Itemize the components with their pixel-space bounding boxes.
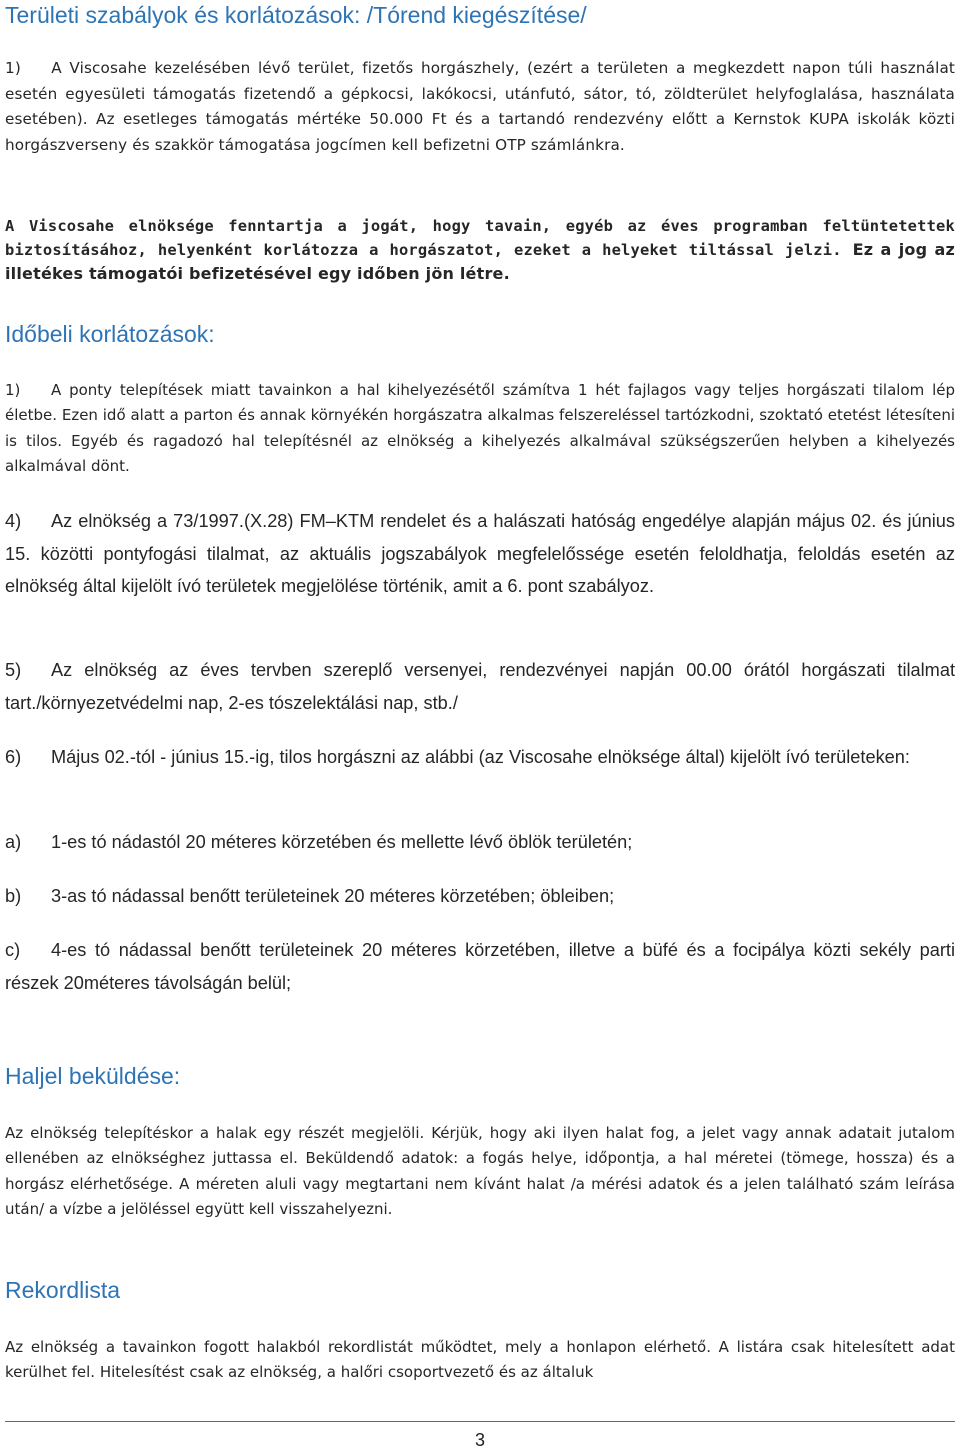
paragraph-time-1 — [5, 378, 955, 479]
list-item-c — [5, 934, 955, 999]
heading-fish-report: Haljel beküldése: — [5, 1063, 181, 1089]
paragraph-fish-report: Az elnökség telepítéskor a halak egy részét megjelöli. Kérjük, hogy aki ilyen halat fog, a jelet vagy annak adatait jutalom ellenében az elnökséghez juttassa el. Beküldendő adatok: a fogás helye, időpontja, a hal méretei (tömege, hossza) és a horgász elérhetősége. A méreten aluli vagy megtartani nem kívánt halat /a mérési adatok és a jelen található szám leírása után/ a vízbe a jelöléssel együtt kell visszahelyezni. — [5, 1124, 955, 1218]
heading-time-limits: Időbeli korlátozások: — [5, 321, 215, 347]
paragraph-text: A ponty telepítések miatt tavainkon a hal kihelyezésétől számítva 1 hét fajlagos vagy teljes horgászati tilalom lép életbe. Ezen idő alatt a parton és annak környékén horgászatra alkalmas felszereléssel tartózkodni, szoktató etetést létesíteni is tilos. Egyéb és ragadozó hal telepítésnél az elnökség a kihelyezés alkalmával szükségszerűen helyben a kihelyezés alkalmával dönt. — [5, 381, 955, 475]
paragraph-number: 4) — [5, 511, 22, 531]
paragraph-time-4 — [5, 505, 955, 603]
paragraph-time-6 — [5, 741, 955, 774]
heading-record-list: Rekordlista — [5, 1277, 121, 1303]
list-item-b — [5, 880, 955, 913]
footer-divider — [5, 1421, 955, 1422]
list-item-text: 3-as tó nádassal benőtt területeinek 20 méteres körzetében; öbleiben; — [51, 886, 615, 906]
paragraph-text: Az elnökség a 73/1997.(X.28) FM–KTM rendelet és a halászati hatóság engedélye alapján május 02. és június 15. közötti pontyfogási tilalmat, az aktuális jogszabályok megfelelőssége esetén feloldhatja, feloldás esetén az elnökség által kijelölt ívó területek megjelölése történik, amit a 6. pont szabályoz. — [5, 511, 955, 596]
paragraph-text: A Viscosahe elnöksége fenntartja a jogát, hogy tavain, egyéb az éves programban feltüntetettek biztosításához, helyenként korlátozza a horgászatot, ezeket a helyeket tiltással jelzi. — [5, 217, 955, 259]
paragraph-text: Május 02.-tól - június 15.-ig, tilos horgászni az alábbi (az Viscosahe elnöksége által) kijelölt ívó területeken: — [51, 747, 910, 767]
paragraph-number: 5) — [5, 660, 22, 680]
paragraph-number: 1) — [5, 59, 21, 77]
paragraph-emphasis: Ez a jog az illetékes támogatói befizetésével egy időben jön létre. — [5, 240, 955, 283]
list-item-text: 4-es tó nádassal benőtt területeinek 20 méteres körzetében, illetve a büfé és a focipálya közti sekély parti részek 20méteres távolságán belül; — [5, 940, 955, 993]
paragraph-territorial-1 — [5, 56, 955, 159]
heading-territorial-rules: Területi szabályok és korlátozások: /Tórend kiegészítése/ — [5, 2, 587, 28]
list-item-letter: c) — [5, 940, 21, 960]
list-item-letter: b) — [5, 886, 22, 906]
paragraph-number: 6) — [5, 747, 22, 767]
list-item-a — [5, 826, 955, 859]
list-item-letter: a) — [5, 832, 22, 852]
paragraph-time-5 — [5, 654, 955, 719]
paragraph-board-rights — [5, 214, 955, 286]
paragraph-record-list: Az elnökség a tavainkon fogott halakból rekordlistát működtet, mely a honlapon elérhető. A listára csak hitelesített adat kerülhet fel. Hitelesítést csak az elnökség, a halőri csoportvezető és az általuk — [5, 1338, 955, 1382]
paragraph-number: 1) — [5, 381, 21, 399]
list-item-text: 1-es tó nádastól 20 méteres körzetében és mellette lévő öblök területén; — [51, 832, 633, 852]
paragraph-text: Az elnökség az éves tervben szereplő versenyei, rendezvényei napján 00.00 órától horgászati tilalmat tart./környezetvédelmi nap, 2-es tószelektálási nap, stb./ — [5, 660, 955, 713]
paragraph-text: A Viscosahe kezelésében lévő terület, fizetős horgászhely, (ezért a területen a megkezdett napon túli használat esetén egyesületi támogatás fizetendő a gépkocsi, lakókocsi, utánfutó, sátor, tó, zöldterület helyfoglalása, használata esetében). Az esetleges támogatás mértéke 50.000 Ft és a tartandó rendezvény előtt a Kernstok KUPA iskolák közti horgászverseny és szakkör támogatása jogcímen kell befizetni OTP számlánkra. — [5, 59, 956, 155]
page-number: 3 — [474, 1430, 485, 1450]
